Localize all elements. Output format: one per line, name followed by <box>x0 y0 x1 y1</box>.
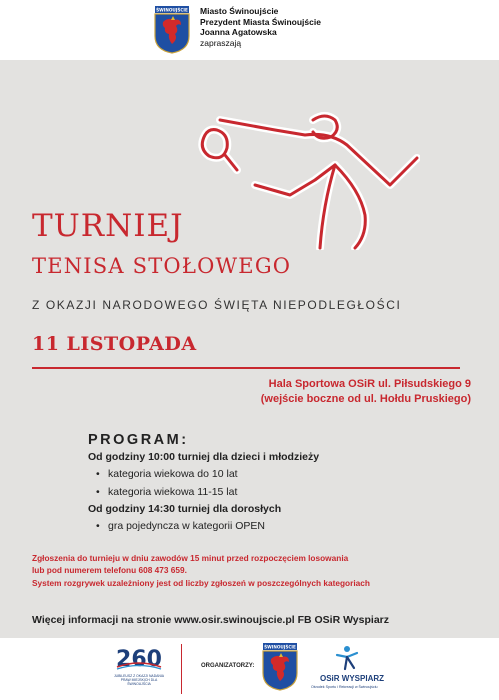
category-label: kategoria wiekowa do 10 lat <box>108 468 238 480</box>
program-kids-category: • kategoria wiekowa do 10 lat <box>96 468 238 480</box>
host-invite: zapraszają <box>200 37 242 48</box>
city-crest-icon <box>154 6 190 54</box>
footer-bar <box>0 638 499 700</box>
title-line2: TENISA STOŁOWEGO <box>32 254 292 278</box>
host-city: Miasto Świnoujście <box>200 6 279 16</box>
red-divider <box>32 367 460 369</box>
title-line1: TURNIEJ <box>32 208 184 244</box>
notes-line1: Zgłoszenia do turnieju w dniu zawodów 15 minut przed rozpoczęciem losowania <box>32 553 349 563</box>
venue-line1: Hala Sportowa OSiR ul. Piłsudskiego 9 <box>268 378 471 390</box>
host-mayor-title: Prezydent Miasta Świnoujście <box>200 16 321 27</box>
category-label: kategoria wiekowa 11-15 lat <box>108 486 238 498</box>
organizers-label: ORGANIZATORZY: <box>201 663 255 669</box>
osir-subtitle: Ośrodek Sportu i Rekreacji w Świnoujściu <box>311 685 378 689</box>
logo-caption: JUBILEUSZ Z OKAZJI NADANIA PRAW MIEJSKICH DLA ŚWINOUJŚCIA <box>113 674 165 686</box>
city-crest-icon <box>262 643 298 691</box>
program-heading: PROGRAM: <box>88 432 189 448</box>
host-mayor-name: Joanna Agatowska <box>200 27 277 37</box>
crest-bottom-label: ŚWINOUJŚCIE <box>264 644 296 650</box>
notes-line3: System rozgrywek uzależniony jest od liczby zgłoszeń w poszczególnych kategoriach <box>32 577 370 588</box>
osir-name: OSiR WYSPIARZ <box>320 674 385 683</box>
footer-divider <box>181 644 182 694</box>
category-label: gra pojedyncza w kategorii OPEN <box>108 520 265 532</box>
event-date: 11 LISTOPADA <box>32 333 197 355</box>
osir-athlete-icon <box>334 645 360 671</box>
program-kids-time: Od godziny 10:00 turniej dla dzieci i młodzieży <box>88 451 320 463</box>
anniversary-260-logo <box>112 645 166 671</box>
hosts-block <box>200 6 321 48</box>
more-info-line: Więcej informacji na stronie www.osir.swinoujscie.pl FB OSiR Wyspiarz <box>32 614 389 626</box>
venue-block <box>261 377 471 407</box>
registration-notes <box>32 552 370 589</box>
table-tennis-player-illustration <box>195 110 420 250</box>
notes-line2: lub pod numerem telefonu 608 473 659. <box>32 565 187 576</box>
subtitle: Z OKAZJI NARODOWEGO ŚWIĘTA NIEPODLEGŁOŚCI <box>32 298 402 312</box>
program-kids-category: • kategoria wiekowa 11-15 lat <box>96 486 238 498</box>
crest-top-label: ŚWINOUJŚCIE <box>156 7 188 13</box>
program-adults-category: • gra pojedyncza w kategorii OPEN <box>96 520 265 532</box>
logo-number: 260 <box>116 647 162 671</box>
venue-line2: (wejście boczne od ul. Hołdu Pruskiego) <box>260 393 471 405</box>
program-adults-time: Od godziny 14:30 turniej dla dorosłych <box>88 503 282 515</box>
